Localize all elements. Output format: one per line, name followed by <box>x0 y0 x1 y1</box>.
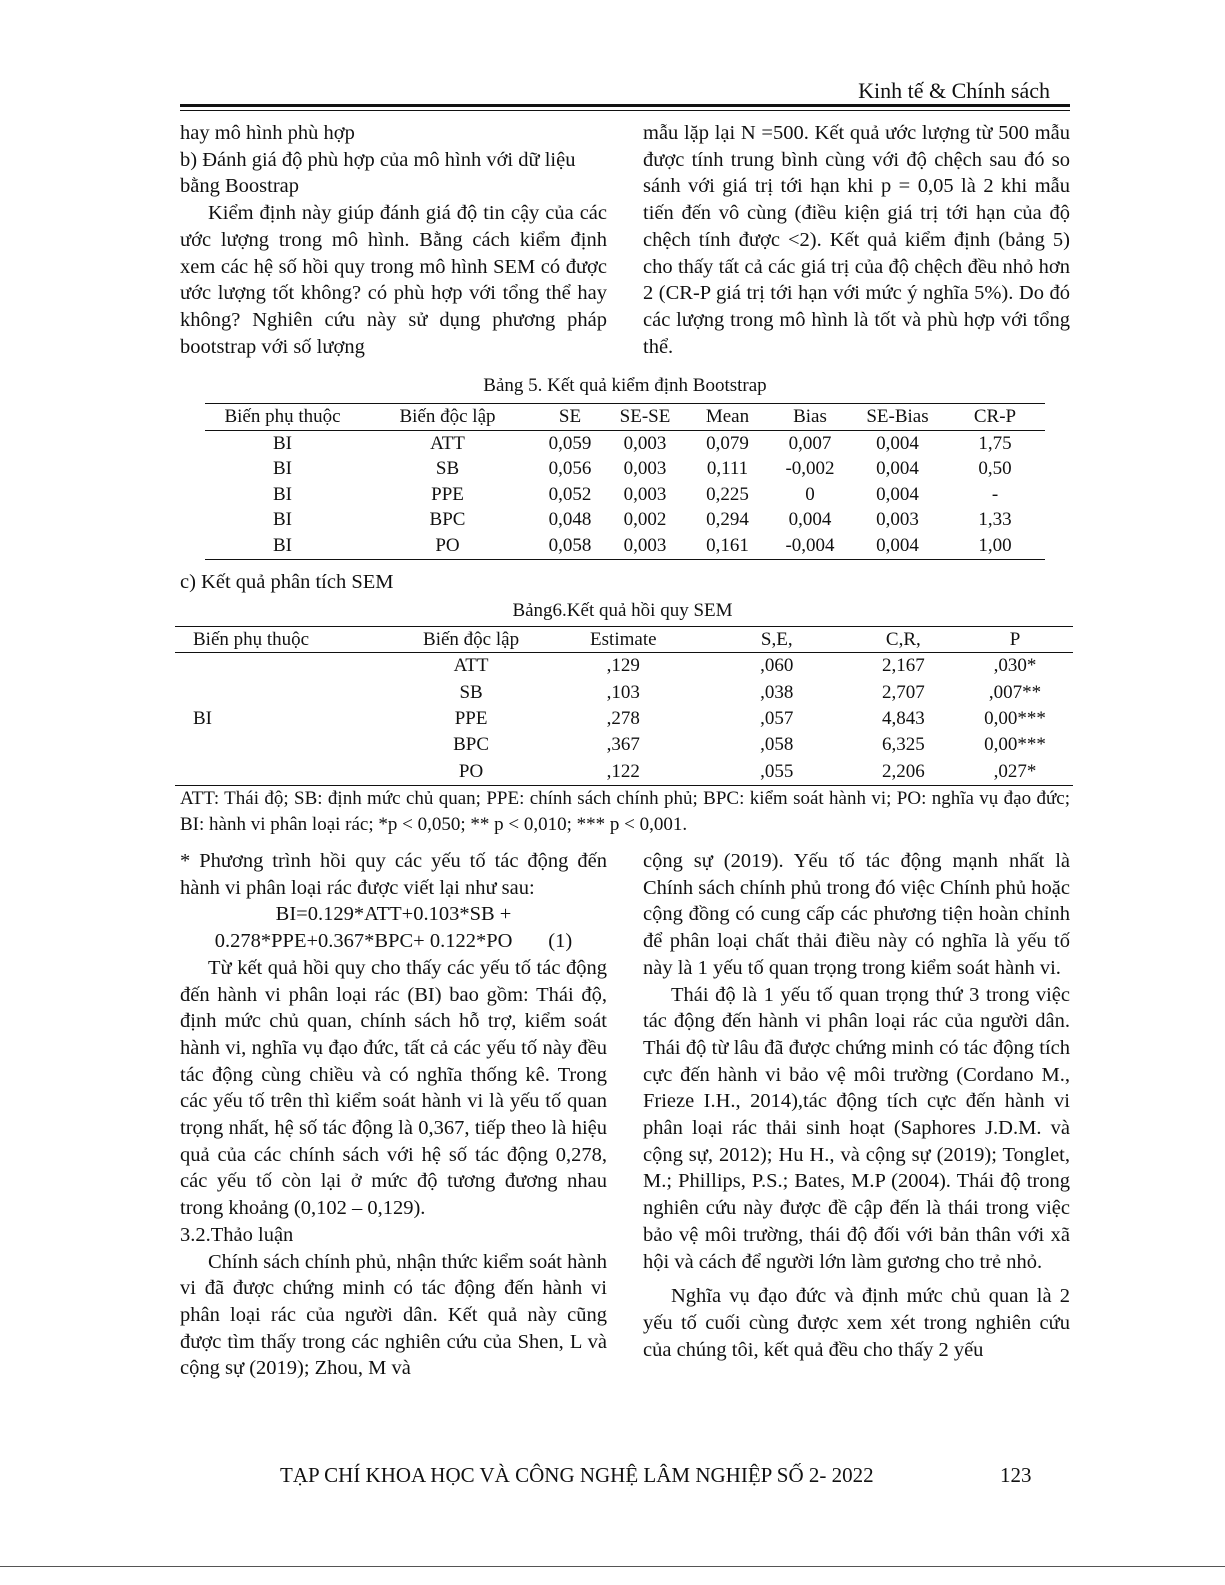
table-cell: 0,003 <box>623 483 667 505</box>
table-cell: BPC <box>429 509 466 531</box>
equation-intro: * Phương trình hồi quy các yếu tố tác động đến hành vi phân loại rác được viết lại như sau: <box>180 850 607 899</box>
column-header: C,R, <box>850 627 957 653</box>
table-cell: 0,50 <box>978 458 1012 480</box>
table-cell: BPC <box>453 734 490 756</box>
table6-note: ATT: Thái độ; SB: định mức chủ quan; PPE: chính sách chính phủ; BPC: kiểm soát hành vi; PO: nghĩa vụ đạo đức; BI: hành vi phân loại rác; *p < 0,050; ** p < 0,010; *** p < 0,001. <box>180 788 1070 835</box>
table-cell: 1,75 <box>978 432 1012 454</box>
table-cell: ,122 <box>606 760 640 782</box>
table-cell: 0,079 <box>706 432 749 454</box>
table-cell: ,038 <box>760 681 794 703</box>
table-cell: -0,002 <box>785 458 835 480</box>
column-header: SE-SE <box>605 404 685 431</box>
table-cell: ,278 <box>606 707 640 729</box>
table-cell: PPE <box>454 707 488 729</box>
subheading-b: b) Đánh giá độ phù hợp của mô hình với dữ liệu bằng Boostrap <box>180 148 576 198</box>
table-cell: 0,002 <box>623 509 667 531</box>
paragraph: mẫu lặp lại N =500. Kết quả ước lượng từ 500 mẫu được tính trung bình cùng với độ chệch sau đó so sánh với giá trị tới hạn khi p = 0,05 là 2 khi mẫu tiến đến vô cùng (điều kiện giá trị tới hạn của độ chệch tính được <2). Kết quả kiểm định (bảng 5) cho thấy tất cả các giá trị của độ chệch đều nhỏ hơn 2 (CR-P giá trị tới hạn với mức ý nghĩa 5%). Do đó các lượng trong mô hình là tốt và phù hợp với tổng thể. <box>643 122 1070 358</box>
column-header: Biến phụ thuộc <box>175 627 399 653</box>
running-header <box>180 74 1070 106</box>
column-header: Bias <box>770 404 850 431</box>
table-cell: 0,004 <box>876 458 919 480</box>
column-header: Mean <box>685 404 770 431</box>
section-title: Kinh tế & Chính sách <box>858 78 1050 103</box>
column-header: Biến độc lập <box>360 404 535 431</box>
journal-footer: TẠP CHÍ KHOA HỌC VÀ CÔNG NGHỆ LÂM NGHIỆP SỐ 2- 2022 <box>280 1463 874 1487</box>
paragraph: cộng sự (2019). Yếu tố tác động mạnh nhất là Chính sách chính phủ trong đó việc Chính phủ hoặc cộng đồng có cung cấp các phương tiện hoàn chỉnh để phân loại chất thải điều này có nghĩa là yếu tố này là 1 yếu tố quan trọng trong kiểm soát hành vi. <box>643 850 1070 979</box>
table-row <box>175 653 1073 680</box>
table-cell: 0,225 <box>706 483 749 505</box>
scan-edge-line <box>0 1566 1225 1567</box>
table-cell: 0,294 <box>706 509 749 531</box>
table-cell: 2,707 <box>881 681 925 703</box>
table-cell: 0,003 <box>623 534 667 556</box>
dependent-variable-cell: BI <box>193 707 212 729</box>
table-cell: ,007** <box>988 681 1042 703</box>
column-header: S,E, <box>704 627 850 653</box>
table-row <box>205 457 1045 483</box>
table-cell: ,055 <box>760 760 794 782</box>
table-header-row <box>205 404 1045 431</box>
table-cell: 6,325 <box>881 734 925 756</box>
table-cell: 2,206 <box>881 760 925 782</box>
table-cell: 0,00*** <box>984 734 1046 756</box>
table-row <box>205 482 1045 508</box>
table-cell: BI <box>273 458 292 480</box>
table5-caption: Bảng 5. Kết quả kiểm định Bootstrap <box>483 375 767 396</box>
table-cell: 2,167 <box>881 655 925 677</box>
table-cell: ,030* <box>993 655 1037 677</box>
table-cell: -0,004 <box>785 534 835 556</box>
table-cell: ATT <box>430 432 465 454</box>
table-cell: 4,843 <box>881 707 925 729</box>
table-cell: SB <box>459 681 483 703</box>
page-number: 123 <box>1000 1463 1032 1487</box>
paragraph: Thái độ là 1 yếu tố quan trọng thứ 3 trong việc tác động đến hành vi phân loại rác của người dân. Thái độ từ lâu đã được chứng minh có tác động tích cực đến hành vi bảo vệ môi trường (Cordano M., Frieze I.H., 2014),tác động tích cực đến hành vi phân loại rác thải sinh hoạt (Saphores J.D.M. và cộng sự, 2012); Hu H., và cộng sự (2019); Tonglet, M.; Phillips, P.S.; Bates, M.P (2004). Thái độ trong nghiên cứu này được đề cập đến là thái trong việc bảo vệ môi trường, thái độ đối với bản thân với xã hội và cách để người lớn làm gương cho trẻ nhỏ. <box>643 983 1070 1273</box>
table-cell: BI <box>273 432 292 454</box>
table-cell: ,058 <box>760 734 794 756</box>
continuation-line: hay mô hình phù hợp <box>180 122 355 144</box>
column-header: P <box>957 627 1073 653</box>
table-row <box>205 431 1045 457</box>
table-cell: PO <box>435 534 460 556</box>
table-cell: 0,052 <box>548 483 592 505</box>
table-cell: 0,111 <box>706 458 749 480</box>
table-row <box>205 533 1045 559</box>
table-cell: SB <box>435 458 460 480</box>
column-header: SE-Bias <box>850 404 945 431</box>
table-cell: 0,048 <box>548 509 592 531</box>
header-rule-thin <box>180 110 1070 111</box>
table-cell: 0,003 <box>876 509 919 531</box>
table-header-row <box>175 627 1073 653</box>
paragraph: Nghĩa vụ đạo đức và định mức chủ quan là 2 yếu tố cuối cùng được xem xét trong nghiên cứu của chúng tôi, kết quả đều cho thấy 2 yếu <box>643 1285 1070 1361</box>
column-header: Biến độc lập <box>399 627 542 653</box>
table-cell: ,367 <box>606 734 640 756</box>
table6-caption: Bảng6.Kết quả hồi quy SEM <box>512 600 733 621</box>
table-cell: 0,058 <box>548 534 592 556</box>
table-cell: 0,00*** <box>984 707 1046 729</box>
table-cell: 0,003 <box>623 432 667 454</box>
table-cell: 0 <box>805 483 815 505</box>
table6-sem <box>175 626 1073 786</box>
table-cell: ATT <box>453 655 489 677</box>
equation-line-2: 0.278*PPE+0.367*BPC+ 0.122*PO (1) <box>214 930 573 953</box>
table-cell: ,129 <box>606 655 640 677</box>
table-cell: 0,004 <box>876 483 919 505</box>
table-cell: - <box>991 483 999 505</box>
subheading-c: c) Kết quả phân tích SEM <box>180 571 394 593</box>
table-cell: PPE <box>431 483 464 505</box>
table-cell: 0,004 <box>876 534 919 556</box>
table5-bootstrap <box>205 403 1045 560</box>
table-cell: PO <box>458 760 484 782</box>
table-cell: 0,161 <box>706 534 749 556</box>
table-cell: 0,007 <box>788 432 832 454</box>
column-header: SE <box>535 404 605 431</box>
equation-line-1: BI=0.129*ATT+0.103*SB + <box>275 903 512 926</box>
table-cell: 0,003 <box>623 458 667 480</box>
table-cell: 1,33 <box>978 509 1012 531</box>
table-cell: BI <box>273 509 292 531</box>
table-cell: 1,00 <box>978 534 1012 556</box>
table-cell: 0,056 <box>548 458 592 480</box>
subheading-discussion: 3.2.Thảo luận <box>180 1223 294 1246</box>
paragraph: Từ kết quả hồi quy cho thấy các yếu tố tác động đến hành vi phân loại rác (BI) bao gồm: Thái độ, định mức chủ quan, chính sách hỗ trợ, kiểm soát hành vi, nghĩa vụ đạo đức, tất cả các yếu tố này đều tác động cùng chiều và có nghĩa thống kê. Trong các yếu tố trên thì kiểm soát hành vi là yếu tố quan trọng nhất, hệ số tác động là 0,367, tiếp theo là hiệu quả của các chính sách với hệ số tác động 0,278, các yếu tố còn lại ở mức độ tương đương nhau trong khoảng (0,102 – 0,129). <box>180 956 607 1220</box>
table-cell: BI <box>273 534 292 556</box>
table-cell: ,060 <box>760 655 794 677</box>
header-rule-thick <box>180 104 1070 107</box>
table-cell: 0,059 <box>548 432 592 454</box>
paragraph: Kiểm định này giúp đánh giá độ tin cậy của các ước lượng trong mô hình. Bằng cách kiểm định xem các hệ số hồi quy trong mô hình SEM có được ước lượng tốt không? có phù hợp với tổng thể hay không? Nghiên cứu này sử dụng phương pháp bootstrap với số lượng <box>180 202 607 358</box>
bottom-left-column <box>180 848 607 1382</box>
paragraph: Chính sách chính phủ, nhận thức kiểm soát hành vi đã được chứng minh có tác động đến hành vi phân loại rác của người dân. Kết quả này cũng được tìm thấy trong các nghiên cứu của Shen, L và cộng sự (2019); Zhou, M và <box>180 1250 607 1380</box>
bottom-right-column <box>643 848 1070 1363</box>
table-cell: ,057 <box>760 707 794 729</box>
table-cell: BI <box>273 483 292 505</box>
column-header: CR-P <box>945 404 1045 431</box>
column-header: Biến phụ thuộc <box>205 404 360 431</box>
column-header: Estimate <box>543 627 704 653</box>
top-right-column <box>643 120 1070 360</box>
table-cell: 0,004 <box>788 509 832 531</box>
table-row <box>205 508 1045 534</box>
table-cell: 0,004 <box>876 432 919 454</box>
top-left-column <box>180 120 607 360</box>
table-cell: ,027* <box>993 760 1037 782</box>
table-cell: ,103 <box>606 681 640 703</box>
